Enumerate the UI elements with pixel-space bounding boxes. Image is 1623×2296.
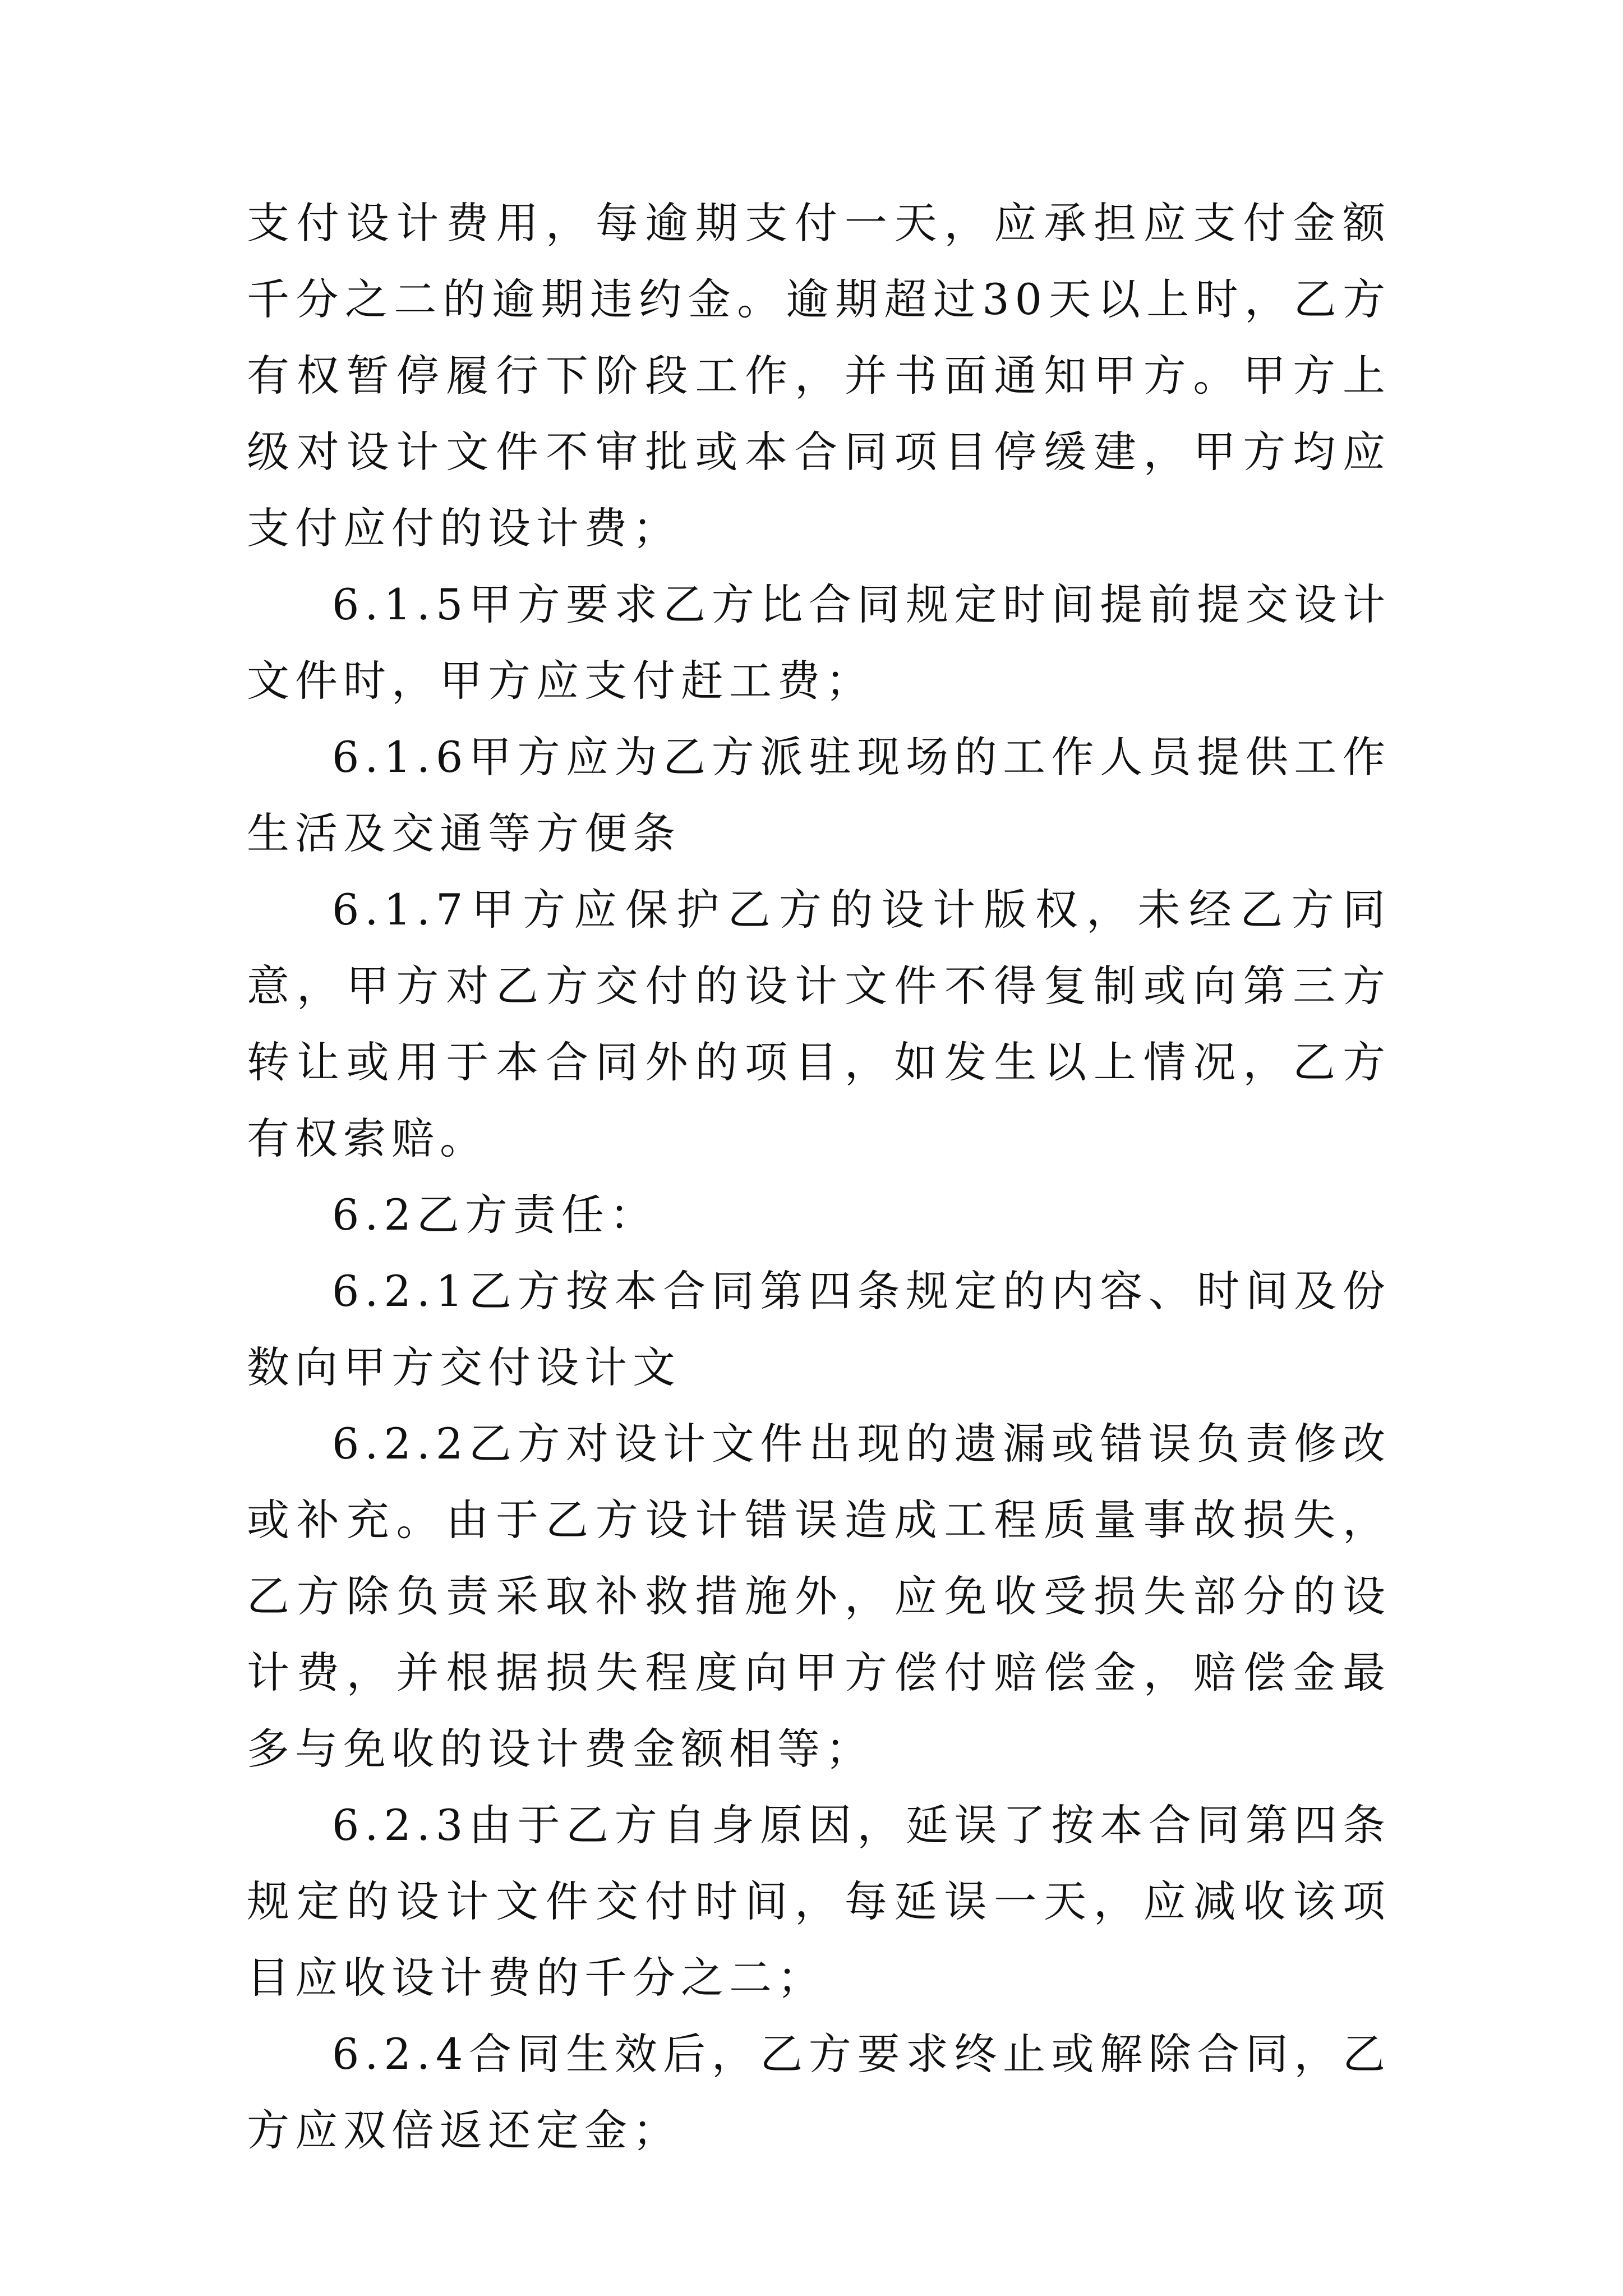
clause-6-2-4: 6.2.4合同生效后，乙方要求终止或解除合同，乙方应双倍返还定金；: [247, 2029, 1391, 2155]
clause-6-2-3: 6.2.3由于乙方自身原因，延误了按本合同第四条规定的设计文件交付时间，每延误一天，应减收该项目应收设计费的千分之二；: [247, 1800, 1391, 2003]
clause-6-1-6: 6.1.6甲方应为乙方派驻现场的工作人员提供工作生活及交通等方便条: [247, 732, 1391, 858]
clause-6-2-1: 6.2.1乙方按本合同第四条规定的内容、时间及份数向甲方交付设计文: [247, 1266, 1391, 1392]
document-body: [247, 185, 1391, 2169]
paragraph-continuation: 支付设计费用，每逾期支付一天，应承担应支付金额千分之二的逾期违约金。逾期超过30天以上时，乙方有权暂停履行下阶段工作，并书面通知甲方。甲方上级对设计文件不审批或本合同项目停缓建，甲方均应支付应付的设计费；: [247, 198, 1391, 553]
clause-6-2-2: 6.2.2乙方对设计文件出现的遗漏或错误负责修改或补充。由于乙方设计错误造成工程质量事故损失，乙方除负责采取补救措施外，应免收受损失部分的设计费，并根据损失程度向甲方偿付赔偿金，赔偿金最多与免收的设计费金额相等；: [247, 1419, 1391, 1774]
section-6-2-heading: 6.2乙方责任：: [332, 1190, 658, 1240]
clause-6-1-7: 6.1.7甲方应保护乙方的设计版权，未经乙方同意，甲方对乙方交付的设计文件不得复制或向第三方转让或用于本合同外的项目，如发生以上情况，乙方有权索赔。: [247, 885, 1391, 1163]
clause-6-1-5: 6.1.5甲方要求乙方比合同规定时间提前提交设计文件时，甲方应支付赶工费；: [247, 579, 1391, 706]
